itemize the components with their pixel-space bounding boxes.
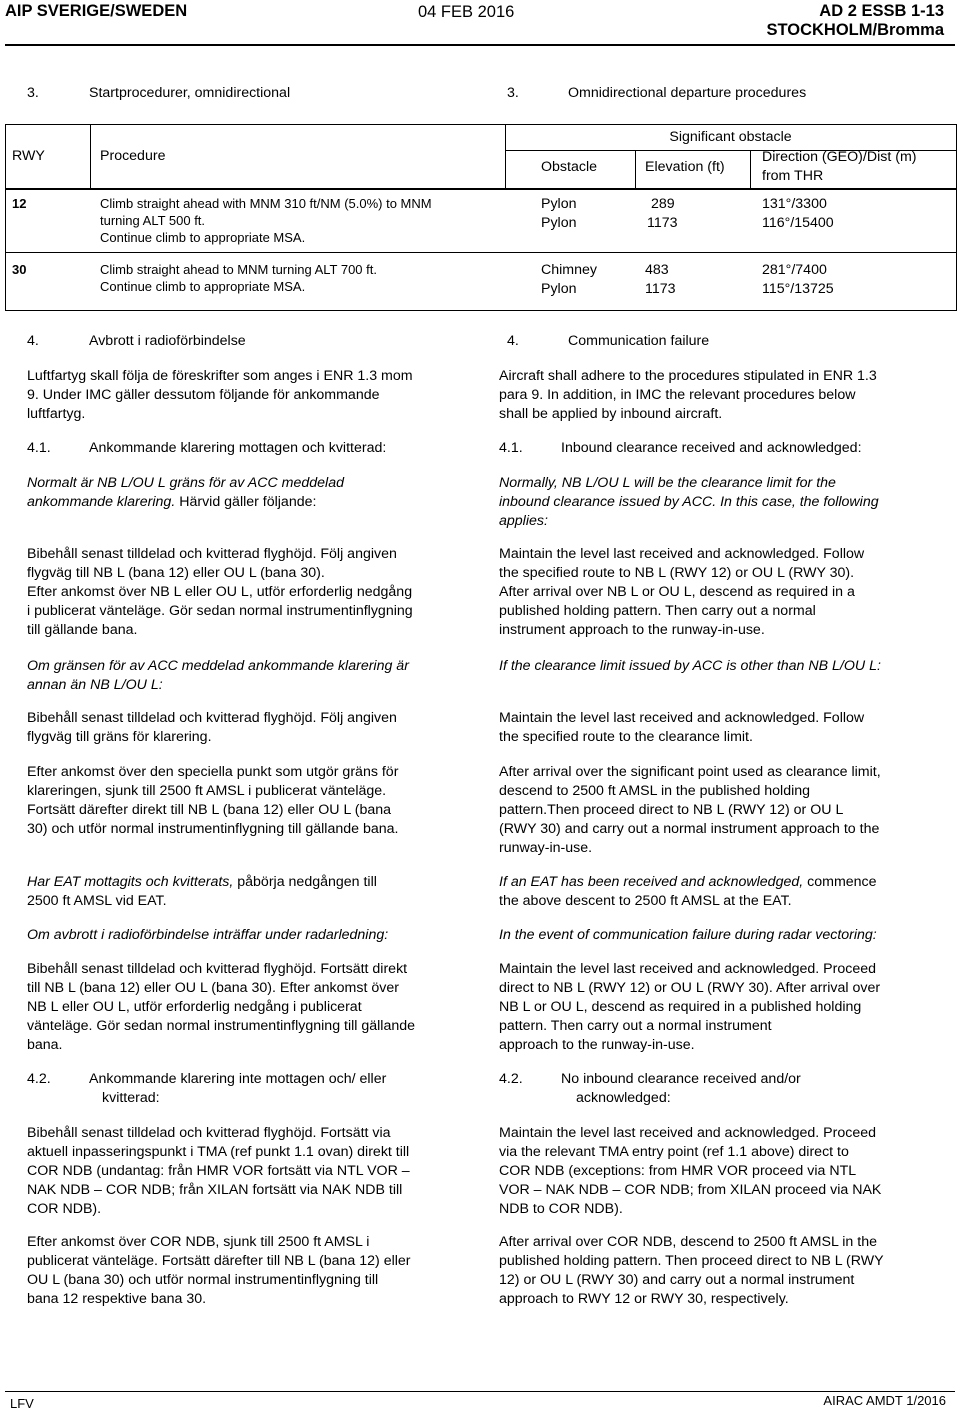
sv-para-6 — [27, 763, 398, 839]
en-section-4-heading — [507, 333, 710, 349]
sv-section-4-2-title: Ankommande klarering inte mottagen och/ eller — [89, 1071, 387, 1087]
sv-para-7 — [27, 873, 377, 911]
sv-section-4-1-heading — [27, 440, 387, 456]
sv-para-10-line: aktuell inpasseringspunkt i TMA (ref punkt 1.1 ovan) direkt till — [27, 1144, 410, 1160]
row-12-obstacle-1: Pylon — [541, 196, 577, 212]
en-para-7-italic: If an EAT has been received and acknowledged, — [499, 874, 804, 890]
sv-para-10 — [27, 1124, 410, 1219]
en-para-3 — [499, 545, 864, 640]
row-12-procedure — [100, 195, 432, 246]
col-header-procedure: Procedure — [100, 148, 166, 164]
en-para-8: In the event of communication failure during radar vectoring: — [499, 927, 877, 943]
en-section-4-2-heading — [499, 1070, 801, 1108]
header-rule — [5, 44, 955, 46]
row-30-procedure-line1: Climb straight ahead to MNM turning ALT 700 ft. — [100, 262, 377, 277]
sv-para-11-line: Efter ankomst över COR NDB, sjunk till 2500 ft AMSL i — [27, 1234, 370, 1250]
col-header-significant-obstacle: Significant obstacle — [669, 129, 792, 145]
sv-para-4 — [27, 657, 409, 695]
row-30-procedure — [100, 261, 377, 295]
en-section-3-heading — [507, 85, 807, 101]
en-section-3-number: 3. — [507, 85, 519, 101]
sv-para-5-line: flygväg till gräns för klarering. — [27, 729, 212, 745]
sv-para-3 — [27, 545, 413, 640]
en-para-10 — [499, 1124, 881, 1219]
sv-para-6-line: Fortsätt därefter direkt till NB L (bana 12) eller OU L (bana — [27, 802, 392, 818]
en-para-2-line: inbound clearance issued by ACC. In this case, the following — [499, 494, 879, 510]
en-para-6-line: pattern.Then proceed direct to NB L (RWY 12) or OU L — [499, 802, 844, 818]
en-para-5-line: the specified route to the clearance limit. — [499, 729, 753, 745]
en-para-6-line: descend to 2500 ft AMSL in the published holding — [499, 783, 811, 799]
sv-para-1 — [27, 367, 413, 424]
row-30-procedure-line2: Continue climb to appropriate MSA. — [100, 279, 306, 294]
en-para-9-line: Maintain the level last received and acknowledged. Proceed — [499, 961, 876, 977]
en-para-9-line: pattern. Then carry out a normal instrument — [499, 1018, 772, 1034]
header-page-id: AD 2 ESSB 1-13 — [819, 2, 944, 20]
row-12-direction-1: 131°/3300 — [762, 196, 827, 212]
col-header-rwy: RWY — [12, 148, 45, 164]
sv-para-10-line: NAK NDB – COR NDB; från XILAN fortsätt via NAK NDB till — [27, 1182, 403, 1198]
sv-para-1-line: luftfartyg. — [27, 406, 86, 422]
en-para-11-line: approach to RWY 12 or RWY 30, respectively. — [499, 1291, 789, 1307]
sv-para-2-tail: Härvid gäller följande: — [179, 494, 317, 510]
en-para-10-line: NDB to COR NDB). — [499, 1201, 623, 1217]
sv-para-11-line: bana 12 respektive bana 30. — [27, 1291, 207, 1307]
en-para-4: If the clearance limit issued by ACC is other than NB L/OU L: — [499, 658, 881, 674]
en-para-2-line: Normally, NB L/OU L will be the clearance limit for the — [499, 475, 836, 491]
sv-para-9-line: vänteläge. Gör sedan normal instrumentinflygning till gällande — [27, 1018, 416, 1034]
sv-section-4-2-heading — [27, 1070, 387, 1108]
sv-section-3-heading — [27, 85, 291, 101]
en-para-10-line: COR NDB (exceptions: from HMR VOR proceed via NTL — [499, 1163, 857, 1179]
row-12-elevation-1: 289 — [651, 196, 675, 212]
sv-para-3-line: Efter ankomst över NB L eller OU L, utför erforderlig nedgång — [27, 584, 413, 600]
sv-section-4-heading — [27, 333, 246, 349]
en-para-11-line: After arrival over COR NDB, descend to 2500 ft AMSL in the — [499, 1234, 877, 1250]
en-section-4-number: 4. — [507, 333, 519, 349]
row-30-direction-1: 281°/7400 — [762, 262, 827, 278]
sv-para-5-line: Bibehåll senast tilldelad och kvitterad flyghöjd. Följ angiven — [27, 710, 397, 726]
sv-para-3-line: till gällande bana. — [27, 622, 138, 638]
en-para-7-line: the above descent to 2500 ft AMSL at the EAT. — [499, 893, 792, 909]
en-section-4-2-title: No inbound clearance received and/or — [561, 1071, 801, 1087]
en-para-7 — [499, 873, 877, 911]
en-para-9 — [499, 960, 880, 1055]
sv-para-10-line: COR NDB (undantag: från HMR VOR fortsätt via NTL VOR – — [27, 1163, 410, 1179]
row-12-obstacle-2: Pylon — [541, 215, 577, 231]
en-para-11-line: published holding pattern. Then proceed direct to NB L (RWY — [499, 1253, 884, 1269]
en-para-6-line: (RWY 30) and carry out a normal instrument approach to the — [499, 821, 880, 837]
en-para-7-rest: commence — [807, 874, 877, 890]
en-section-4-title: Communication failure — [568, 333, 710, 349]
en-para-10-line: VOR – NAK NDB – COR NDB; from XILAN proceed via NAK — [499, 1182, 882, 1198]
sv-para-11-line: OU L (bana 30) och utför normal instrumentinflygning till — [27, 1272, 379, 1288]
en-para-2-line: applies: — [499, 513, 548, 529]
sv-para-9-line: NB L eller OU L, utför erforderlig nedgång i publicerat — [27, 999, 362, 1015]
en-para-5 — [499, 709, 864, 747]
col-header-obstacle: Obstacle — [541, 159, 597, 175]
row-30-obstacle-2: Pylon — [541, 281, 577, 297]
row-12-procedure-line3: Continue climb to appropriate MSA. — [100, 230, 306, 245]
sv-section-4-2-number: 4.2. — [27, 1071, 51, 1087]
sv-section-4-1-number: 4.1. — [27, 440, 51, 456]
sv-para-3-line: i publicerat vänteläge. Gör sedan normal instrumentinflygning — [27, 603, 413, 619]
row-12-direction-2: 116°/15400 — [762, 215, 834, 231]
col-header-direction-line2: from THR — [762, 168, 824, 184]
sv-section-3-number: 3. — [27, 85, 39, 101]
sv-section-4-number: 4. — [27, 333, 39, 349]
sv-para-1-line: Luftfartyg skall följa de föreskrifter som anges i ENR 1.3 mom — [27, 368, 413, 384]
en-section-3-title: Omnidirectional departure procedures — [568, 85, 807, 101]
row-30-elevation-1: 483 — [645, 262, 669, 278]
en-para-1-line: para 9. In addition, in IMC the relevant procedures below — [499, 387, 856, 403]
row-30-obstacle-1: Chimney — [541, 262, 597, 278]
en-para-5-line: Maintain the level last received and acknowledged. Follow — [499, 710, 865, 726]
en-para-10-line: Maintain the level last received and acknowledged. Proceed — [499, 1125, 876, 1141]
sv-para-4-line: Om gränsen för av ACC meddelad ankommande klarering är — [27, 658, 409, 674]
en-section-4-1-title: Inbound clearance received and acknowledged: — [561, 440, 862, 456]
en-section-4-1-heading — [499, 440, 862, 456]
footer-publisher: LFV — [10, 1396, 34, 1411]
sv-section-4-title: Avbrott i radioförbindelse — [89, 333, 246, 349]
en-para-1 — [499, 367, 877, 424]
sv-para-2-line: ankommande klarering. — [27, 494, 176, 510]
en-para-1-line: shall be applied by inbound aircraft. — [499, 406, 723, 422]
header-date: 04 FEB 2016 — [418, 3, 515, 21]
sv-para-2-line: Normalt är NB L/OU L gräns för av ACC meddelad — [27, 475, 344, 491]
row-12-procedure-line2: turning ALT 500 ft. — [100, 213, 206, 228]
en-para-3-line: After arrival over NB L or OU L, descend as required in a — [499, 584, 855, 600]
sv-para-6-line: klareringen, sjunk till 2500 ft AMSL i publicerat vänteläge. — [27, 783, 387, 799]
sv-para-6-line: 30) och utför normal instrumentinflygning till gällande bana. — [27, 821, 399, 837]
sv-para-5 — [27, 709, 397, 747]
en-para-1-line: Aircraft shall adhere to the procedures stipulated in ENR 1.3 — [499, 368, 877, 384]
sv-para-2 — [27, 474, 344, 512]
row-30-direction-2: 115°/13725 — [762, 281, 834, 297]
en-para-11 — [499, 1233, 884, 1309]
sv-para-4-line: annan än NB L/OU L: — [27, 677, 163, 693]
en-section-4-2-number: 4.2. — [499, 1071, 523, 1087]
col-header-direction — [762, 148, 917, 186]
en-para-11-line: 12) or OU L (RWY 30) and carry out a normal instrument — [499, 1272, 855, 1288]
header-aip-title: AIP SVERIGE/SWEDEN — [5, 2, 188, 20]
en-para-6-line: After arrival over the significant point used as clearance limit, — [499, 764, 881, 780]
en-section-4-2-title-line2: acknowledged: — [576, 1090, 671, 1106]
en-para-9-line: NB L or OU L, descend as required in a published holding — [499, 999, 862, 1015]
sv-para-6-line: Efter ankomst över den speciella punkt som utgör gräns för — [27, 764, 399, 780]
footer-amendment: AIRAC AMDT 1/2016 — [823, 1393, 946, 1408]
header-location: STOCKHOLM/Bromma — [766, 21, 944, 39]
sv-para-9 — [27, 960, 415, 1055]
sv-para-7-italic: Har EAT mottagits och kvitterats, — [27, 874, 234, 890]
sv-para-3-line: Bibehåll senast tilldelad och kvitterad flyghöjd. Följ angiven — [27, 546, 397, 562]
sv-para-10-line: COR NDB). — [27, 1201, 102, 1217]
sv-para-11-line: publicerat vänteläge. Fortsätt därefter till NB L (bana 12) eller — [27, 1253, 411, 1269]
en-para-9-line: direct to NB L (RWY 12) or OU L (RWY 30). After arrival over — [499, 980, 881, 996]
sv-section-4-1-title: Ankommande klarering mottagen och kvitterad: — [89, 440, 387, 456]
en-para-2 — [499, 474, 879, 531]
en-para-3-line: Maintain the level last received and acknowledged. Follow — [499, 546, 865, 562]
sv-para-9-line: till NB L (bana 12) eller OU L (bana 30). Efter ankomst över — [27, 980, 399, 996]
en-para-3-line: instrument approach to the runway-in-use. — [499, 622, 765, 638]
sv-para-7-rest: påbörja nedgången till — [237, 874, 377, 890]
sv-section-3-title: Startprocedurer, omnidirectional — [89, 85, 291, 101]
col-header-direction-line1: Direction (GEO)/Dist (m) — [762, 149, 917, 165]
en-para-3-line: the specified route to NB L (RWY 12) or OU L (RWY 30). — [499, 565, 855, 581]
col-header-elevation: Elevation (ft) — [645, 159, 725, 175]
en-para-6-line: runway-in-use. — [499, 840, 593, 856]
sv-para-1-line: 9. Under IMC gäller dessutom följande för ankommande — [27, 387, 380, 403]
en-para-3-line: published holding pattern. Then carry out a normal — [499, 603, 816, 619]
row-12-procedure-line1: Climb straight ahead with MNM 310 ft/NM (5.0%) to MNM — [100, 196, 432, 211]
row-30-elevation-2: 1173 — [645, 281, 676, 297]
sv-section-4-2-title-line2: kvitterad: — [102, 1090, 160, 1106]
sv-para-3-line: flygväg till NB L (bana 12) eller OU L (bana 30). — [27, 565, 325, 581]
sv-para-8: Om avbrott i radioförbindelse inträffar under radarledning: — [27, 927, 389, 943]
sv-para-9-line: Bibehåll senast tilldelad och kvitterad flyghöjd. Fortsätt direkt — [27, 961, 408, 977]
sv-para-10-line: Bibehåll senast tilldelad och kvitterad flyghöjd. Fortsätt via — [27, 1125, 391, 1141]
en-section-4-1-number: 4.1. — [499, 440, 523, 456]
en-para-6 — [499, 763, 881, 858]
row-rwy-12: 12 — [12, 196, 27, 211]
footer-rule — [5, 1391, 955, 1392]
row-rwy-30: 30 — [12, 262, 27, 277]
sv-para-9-line: bana. — [27, 1037, 63, 1053]
sv-para-11 — [27, 1233, 411, 1309]
row-12-elevation-2: 1173 — [647, 215, 678, 231]
sv-para-7-line: 2500 ft AMSL vid EAT. — [27, 893, 167, 909]
en-para-9-line: approach to the runway-in-use. — [499, 1037, 695, 1053]
en-para-10-line: via the relevant TMA entry point (ref 1.1 above) direct to — [499, 1144, 849, 1160]
